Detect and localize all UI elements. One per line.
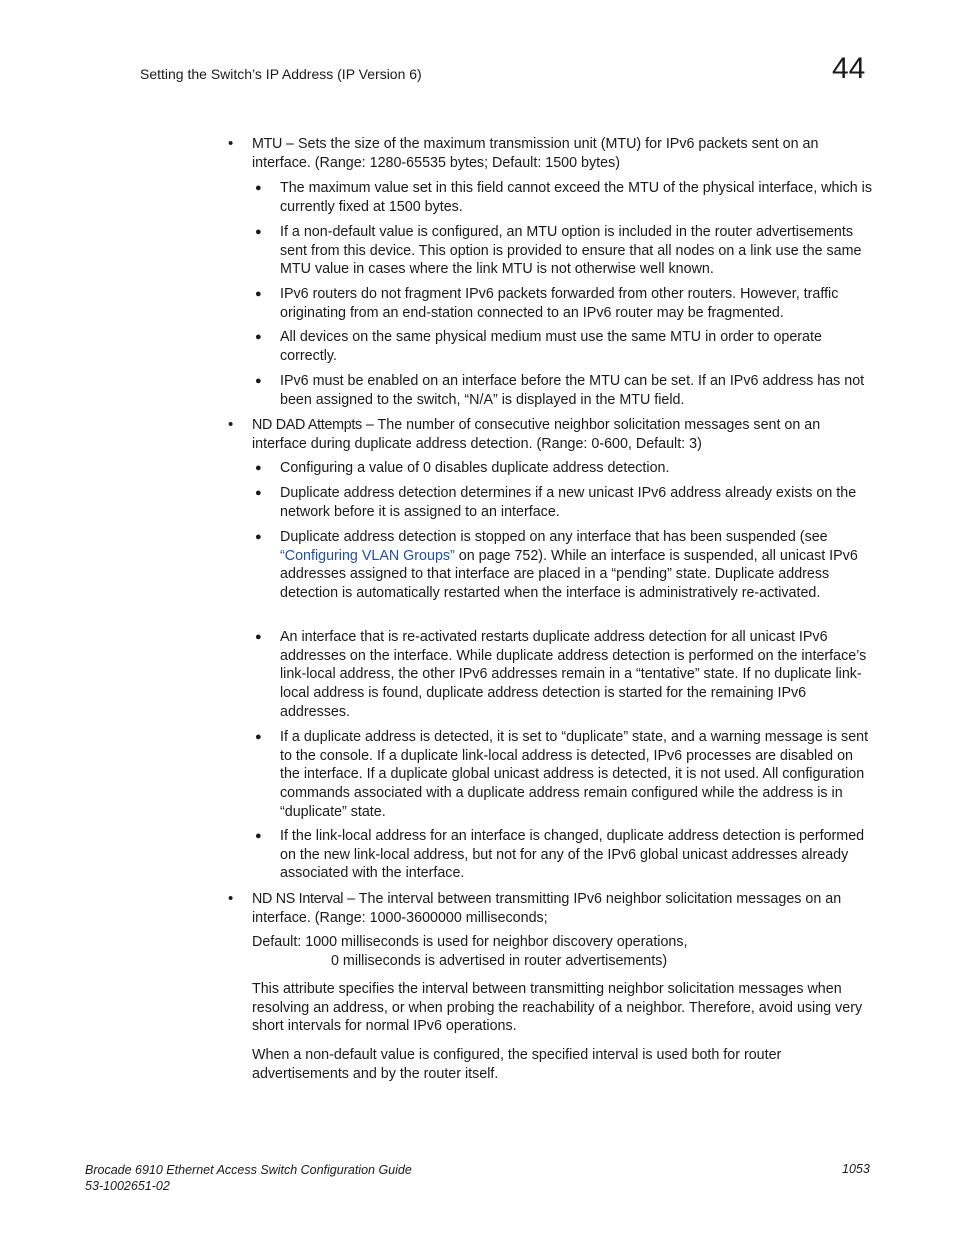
ns-default-line-2: 0 milliseconds is advertised in router advertisements) (331, 952, 668, 969)
term-dad: ND DAD Attempts (252, 417, 362, 433)
dad-sub-3 (280, 528, 872, 603)
footer-doc-id: 53-1002651-02 (85, 1179, 170, 1193)
sub-bullet: ● (255, 631, 262, 643)
ns-default-line-1: Default: 1000 milliseconds is used for neighbor discovery operations, (252, 934, 688, 950)
item-dad-text: – The number of consecutive neighbor solicitation messages sent on an interface during duplicate address detection. (Range: 0-600, Default: 3) (252, 417, 821, 452)
sub-bullet: ● (255, 288, 262, 300)
dad-sub-2: Duplicate address detection determines if a new unicast IPv6 address already exists on the network before it is assigned to an interface. (280, 485, 857, 520)
item-mtu (252, 135, 872, 172)
ns-para-2: When a non-default value is configured, the specified interval is used both for router advertisements and by the router itself. (252, 1047, 782, 1082)
ns-default (252, 933, 872, 970)
item-dad (252, 416, 872, 453)
sub-bullet: ● (255, 182, 262, 194)
dad-sub-3-before: Duplicate address detection is stopped on any interface that has been suspended (see (280, 529, 828, 545)
item-mtu-text: – Sets the size of the maximum transmission unit (MTU) for IPv6 packets sent on an interface. (Range: 1280-65535 bytes; Default: 1500 bytes) (252, 136, 819, 171)
term-mtu: MTU (252, 136, 283, 152)
dad-sub-5: If a duplicate address is detected, it is set to “duplicate” state, and a warning message is sent to the console. If a duplicate link-local address is detected, IPv6 processes are disabled on the interface. If a duplicate global unicast address is detected, it is not used. All configuration commands associated with a duplicate address remain configured while the address is in “duplicate” state. (280, 729, 869, 820)
dad-sub-6: If the link-local address for an interface is changed, duplicate address detection is performed on the new link-local address, but not for any of the IPv6 global unicast addresses already associated with the interface. (280, 828, 865, 882)
sub-bullet: ● (255, 830, 262, 842)
ns-para-1: This attribute specifies the interval between transmitting neighbor solicitation messages when resolving an address, or when probing the reachability of a neighbor. Therefore, avoid using very short intervals for normal IPv6 operations. (252, 981, 863, 1035)
dad-sub-4: An interface that is re-activated restarts duplicate address detection for all unicast IPv6 addresses on the interface. While duplicate address detection is performed on the interface’s link-local address, the other IPv6 addresses remain in a “tentative” state. If no duplicate link-local address is found, duplicate address detection is started for the remaining IPv6 addresses. (280, 629, 867, 720)
footer-guide-title: Brocade 6910 Ethernet Access Switch Configuration Guide (85, 1163, 412, 1177)
section-title: Setting the Switch’s IP Address (IP Version 6) (140, 66, 422, 82)
dad-sub-3-after: on page 752). While an interface is suspended, all unicast IPv6 addresses assigned to that interface are placed in a “pending” state. Duplicate address detection is automatically restarted when the interface is administratively re-activated. (280, 547, 858, 602)
footer-doc-info (85, 1162, 412, 1194)
mtu-sub-4: All devices on the same physical medium must use the same MTU in order to operate correctly. (280, 329, 822, 364)
sub-bullet: ● (255, 462, 262, 474)
bullet-dad: • (228, 416, 234, 433)
sub-bullet: ● (255, 487, 262, 499)
sub-bullet: ● (255, 226, 262, 238)
dad-sub-1: Configuring a value of 0 disables duplicate address detection. (280, 460, 670, 476)
term-ns: ND NS Interval (252, 891, 344, 907)
mtu-sub-3: IPv6 routers do not fragment IPv6 packets forwarded from other routers. However, traffic originating from an end-station connected to an IPv6 router may be fragmented. (280, 286, 839, 321)
mtu-sub-5: IPv6 must be enabled on an interface before the MTU can be set. If an IPv6 address has not been assigned to the switch, “N/A” is displayed in the MTU field. (280, 373, 865, 408)
item-ns-text: – The interval between transmitting IPv6 neighbor solicitation messages on an interface. (Range: 1000-3600000 milliseconds; (252, 891, 842, 926)
sub-bullet: ● (255, 331, 262, 343)
bullet-mtu: • (228, 135, 234, 152)
link-configuring-vlan-groups[interactable]: “Configuring VLAN Groups” (280, 547, 455, 564)
chapter-number: 44 (832, 52, 866, 85)
sub-bullet: ● (255, 531, 262, 543)
mtu-sub-1: The maximum value set in this field cannot exceed the MTU of the physical interface, which is currently fixed at 1500 bytes. (280, 180, 873, 215)
item-ns (252, 890, 872, 927)
sub-bullet: ● (255, 375, 262, 387)
footer-page-number: 1053 (842, 1162, 870, 1176)
sub-bullet: ● (255, 731, 262, 743)
mtu-sub-2: If a non-default value is configured, an MTU option is included in the router advertisements sent from this device. This option is provided to ensure that all nodes on a link use the same MTU value in cases where the link MTU is not otherwise well known. (280, 224, 862, 278)
bullet-ns: • (228, 890, 234, 907)
